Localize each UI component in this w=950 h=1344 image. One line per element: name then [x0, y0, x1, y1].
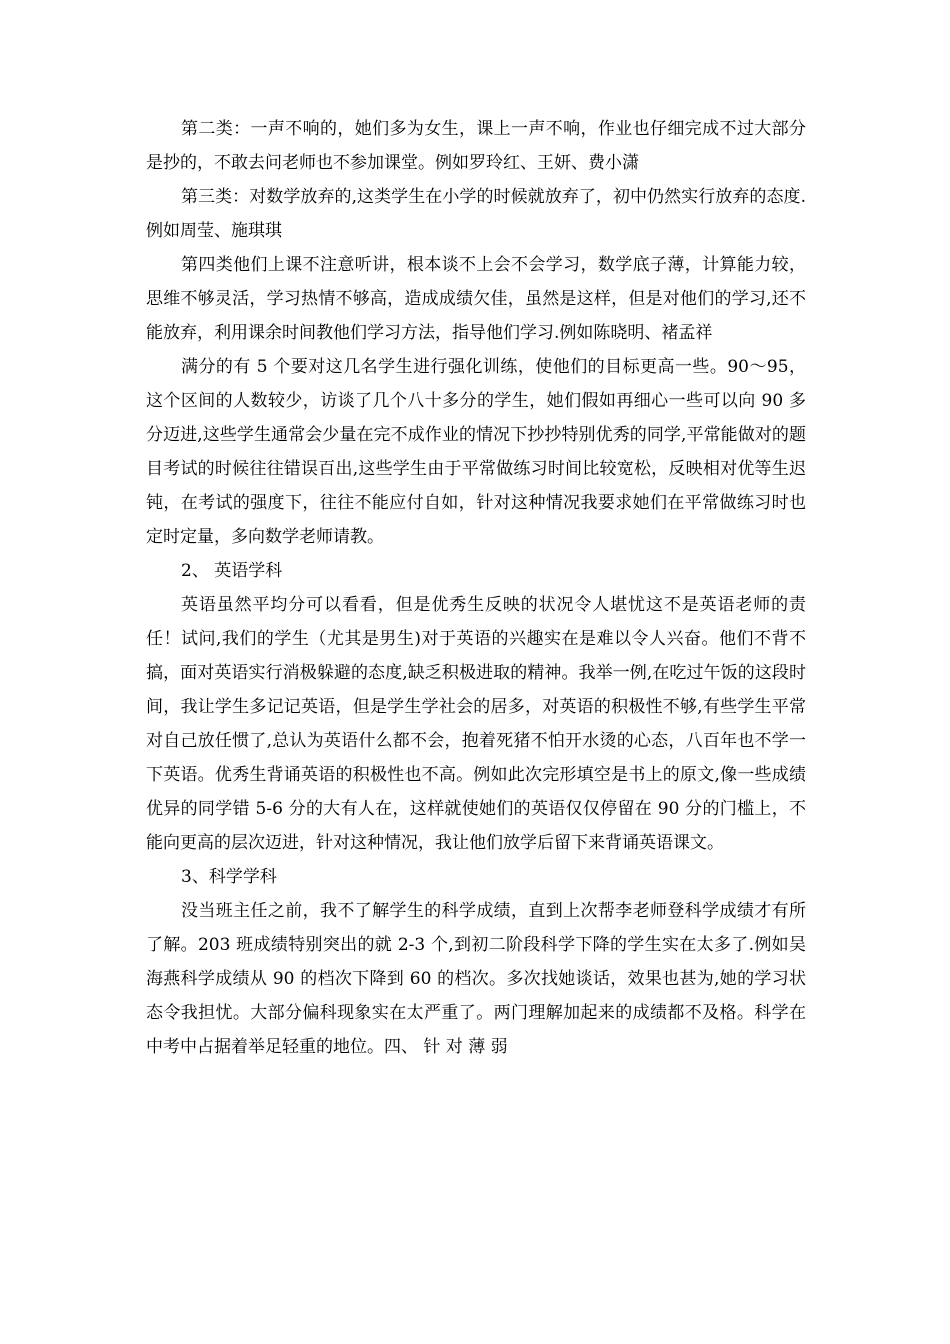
document-page — [146, 112, 806, 1064]
heading-science-subject: 3、科学学科 — [181, 867, 277, 887]
paragraph-category-three: 第三类：对数学放弃的,这类学生在小学的时候就放弃了，初中仍然实行放弃的态度.例如周莹、施琪琪 — [146, 187, 806, 241]
paragraph-full-score: 满分的有 5 个要对这几名学生进行强化训练，使他们的目标更高一些。90～95，这个区间的人数较少，访谈了几个八十多分的学生，她们假如再细心一些可以向 90 多分迈进,这些学生通常会少量在完不成作业的情况下抄抄特别优秀的同学,平常能做对的题目考试的时候往往错误百出,这些学生由于平常做练习时间比较宽松，反映相对优等生迟钝，在考试的强度下，往往不能应付自如，针对这种情况我要求她们在平常做练习时也定时定量，多向数学老师请教。 — [146, 357, 806, 547]
paragraph-category-four: 第四类他们上课不注意听讲，根本谈不上会不会学习，数学底子薄，计算能力较，思维不够灵活，学习热情不够高，造成成绩欠佳，虽然是这样，但是对他们的学习,还不能放弃，利用课余时间教他们学习方法，指导他们学习.例如陈晓明、褚孟祥 — [146, 255, 806, 343]
heading-english-subject: 2、 英语学科 — [181, 561, 283, 581]
paragraph-english: 英语虽然平均分可以看看，但是优秀生反映的状况令人堪忧这不是英语老师的责任！试问,我们的学生（尤其是男生)对于英语的兴趣实在是难以令人兴奋。他们不背不搞，面对英语实行消极躲避的态度,缺乏积极进取的精神。我举一例,在吃过午饭的这段时间，我让学生多记记英语，但是学生学社会的居多，对英语的积极性不够,有些学生平常对自己放任惯了,总认为英语什么都不会，抱着死猪不怕开水烫的心态，八百年也不学一下英语。优秀生背诵英语的积极性也不高。例如此次完形填空是书上的原文,像一些成绩优异的同学错 5-6 分的大有人在，这样就使她们的英语仅仅停留在 90 分的门槛上，不能向更高的层次迈进，针对这种情况，我让他们放学后留下来背诵英语课文。 — [146, 595, 806, 853]
paragraph-category-two: 第二类：一声不响的，她们多为女生，课上一声不响，作业也仔细完成不过大部分是抄的，不敢去问老师也不参加课堂。例如罗玲红、王妍、费小潇 — [146, 119, 806, 173]
paragraph-science: 没当班主任之前，我不了解学生的科学成绩，直到上次帮李老师登科学成绩才有所了解。203 班成绩特别突出的就 2-3 个,到初二阶段科学下降的学生实在太多了.例如吴海燕科学成绩从 90 的档次下降到 60 的档次。多次找她谈话，效果也甚为,她的学习状态令我担忧。大部分偏科现象实在太严重了。两门理解加起来的成绩都不及格。科学在中考中占据着举足轻重的地位。四、 针 对 薄 弱 — [146, 901, 806, 1057]
